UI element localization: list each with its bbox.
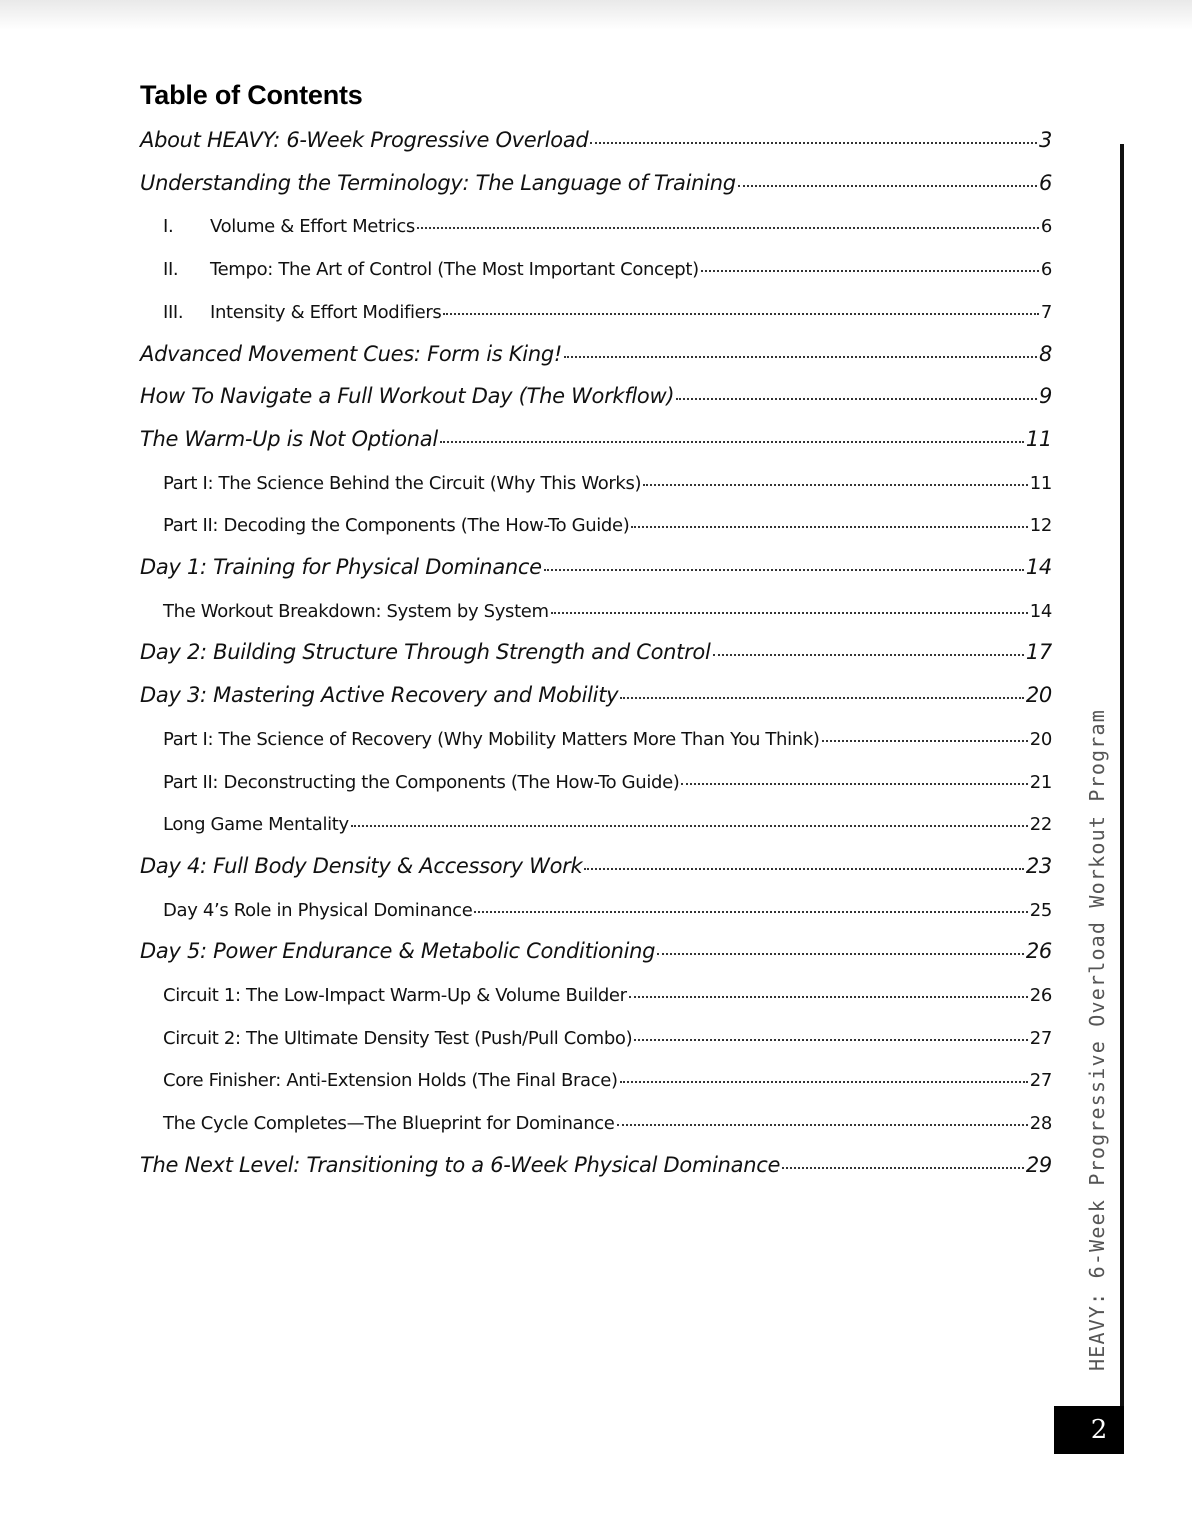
toc-entry-page: 11 [1025, 426, 1052, 451]
toc-entry-title: Day 4: Full Body Density & Accessory Work [140, 853, 583, 878]
toc-entry-subsection[interactable] [163, 216, 1052, 237]
toc-entry-title: The Warm-Up is Not Optional [140, 426, 438, 451]
toc-dot-leader [351, 825, 1028, 827]
toc-entry-title: Day 2: Building Structure Through Strength and Control [140, 640, 711, 665]
toc-entry-title: Day 3: Mastering Active Recovery and Mobility [140, 683, 619, 708]
toc-entry-page: 25 [1029, 899, 1052, 921]
toc-dot-leader [474, 911, 1027, 913]
toc-entry-page: 17 [1025, 640, 1052, 665]
running-title: HEAVY: 6-Week Progressive Overload Workout Program [1085, 708, 1109, 1372]
page-number [1054, 1406, 1124, 1454]
toc-entry-page: 14 [1029, 600, 1052, 622]
toc-dot-leader [617, 1124, 1028, 1126]
toc-dot-leader [681, 783, 1027, 785]
toc-entry-subsection[interactable] [163, 1113, 1052, 1134]
toc-dot-leader [643, 484, 1028, 486]
toc-entry-subsection[interactable] [163, 302, 1052, 323]
toc-dot-leader [738, 185, 1037, 187]
toc-entry-page: 7 [1040, 301, 1052, 323]
toc-dot-leader [634, 1039, 1028, 1041]
toc-entry-section[interactable] [140, 683, 1052, 707]
toc-entry-title: The Workout Breakdown: System by System [163, 600, 549, 622]
toc-entry-title: Day 4’s Role in Physical Dominance [163, 899, 473, 921]
toc-entry-page: 27 [1029, 1027, 1052, 1049]
toc-entry-page: 6 [1040, 216, 1052, 238]
toc-entry-page: 3 [1038, 128, 1052, 152]
toc-entry-section[interactable] [140, 555, 1052, 579]
toc-dot-leader [676, 398, 1037, 400]
toc-entry-page: 21 [1029, 771, 1052, 793]
toc-entry-title: Day 5: Power Endurance & Metabolic Conditioning [140, 939, 656, 964]
toc-entry-page: 28 [1029, 1113, 1052, 1135]
toc-dot-leader [701, 270, 1039, 272]
toc-entry-page: 26 [1025, 939, 1052, 964]
toc-entry-title: Circuit 1: The Low-Impact Warm-Up & Volume Builder [163, 985, 627, 1006]
toc-dot-leader [713, 654, 1024, 656]
toc-entry-title: Circuit 2: The Ultimate Density Test (Push/Pull Combo) [163, 1027, 633, 1049]
toc-entry-section[interactable] [140, 1153, 1052, 1177]
toc-entry-number: II. [163, 259, 179, 281]
toc-entry-title: About HEAVY: 6-Week Progressive Overload [140, 128, 589, 152]
toc-entry-section[interactable] [140, 128, 1052, 152]
toc-dot-leader [822, 740, 1028, 742]
toc-entry-page: 22 [1029, 814, 1052, 836]
toc-dot-leader [584, 868, 1024, 870]
toc-dot-leader [629, 996, 1028, 998]
toc-entry-title: Intensity & Effort Modifiers [210, 301, 442, 323]
toc-dot-leader [620, 1081, 1028, 1083]
toc-entry-page: 26 [1029, 985, 1052, 1006]
toc-entry-title: Day 1: Training for Physical Dominance [140, 555, 542, 579]
toc-entry-page: 23 [1025, 853, 1052, 878]
toc-entry-page: 27 [1029, 1070, 1052, 1092]
toc-entry-title: Part II: Decoding the Components (The How-To Guide) [163, 515, 630, 537]
toc-entry-title: The Cycle Completes—The Blueprint for Dominance [163, 1113, 615, 1135]
toc-entry-section[interactable] [140, 384, 1052, 408]
toc-dot-leader [417, 227, 1039, 229]
toc-entry-title: Volume & Effort Metrics [210, 216, 415, 238]
toc-entry-subsection[interactable] [163, 515, 1052, 536]
toc-dot-leader [564, 356, 1037, 358]
toc-entry-page: 20 [1029, 728, 1052, 750]
toc-entry-number: III. [163, 301, 184, 323]
toc-entry-title: Part I: The Science of Recovery (Why Mobility Matters More Than You Think) [163, 728, 820, 750]
toc-entry-page: 12 [1029, 515, 1052, 537]
toc-entry-subsection[interactable] [163, 772, 1052, 793]
toc-entry-title: Part I: The Science Behind the Circuit (Why This Works) [163, 472, 642, 494]
toc-dot-leader [631, 526, 1027, 528]
toc-entry-number: I. [163, 216, 174, 238]
toc-entry-title: Tempo: The Art of Control (The Most Important Concept) [210, 259, 699, 281]
toc-entry-subsection[interactable] [163, 1070, 1052, 1091]
toc-entry-page: 6 [1040, 259, 1052, 281]
toc-entry-subsection[interactable] [163, 1028, 1052, 1049]
toc-entry-title: Understanding the Terminology: The Language of Training [140, 170, 736, 195]
toc-entry-section[interactable] [140, 640, 1052, 664]
toc-dot-leader [440, 441, 1024, 443]
toc-entry-title: Advanced Movement Cues: Form is King! [140, 341, 562, 366]
toc-entry-section[interactable] [140, 342, 1052, 366]
toc-dot-leader [544, 569, 1024, 571]
toc-dot-leader [657, 953, 1024, 955]
toc-dot-leader [620, 697, 1024, 699]
toc-entry-page: 29 [1025, 1152, 1052, 1177]
toc-entry-section[interactable] [140, 854, 1052, 878]
toc-dot-leader [782, 1167, 1024, 1169]
toc-entry-page: 11 [1029, 472, 1052, 494]
toc-entry-subsection[interactable] [163, 900, 1052, 921]
toc-entry-section[interactable] [140, 171, 1052, 195]
toc-entry-page: 20 [1025, 683, 1052, 708]
toc-entry-subsection[interactable] [163, 473, 1052, 494]
toc-title: Table of Contents [140, 80, 363, 110]
toc-entry-subsection[interactable] [163, 601, 1052, 622]
page-number-value: 2 [1090, 1415, 1108, 1445]
toc-entry-title: The Next Level: Transitioning to a 6-Week Physical Dominance [140, 1152, 781, 1177]
toc-entry-page: 9 [1038, 384, 1052, 409]
toc-entry-page: 6 [1038, 170, 1052, 195]
toc-dot-leader [443, 313, 1038, 315]
toc-entry-section[interactable] [140, 939, 1052, 963]
toc-entry-subsection[interactable] [163, 729, 1052, 750]
toc-dot-leader [551, 612, 1028, 614]
toc-dot-leader [590, 142, 1037, 144]
toc-entry-subsection[interactable] [163, 259, 1052, 280]
toc-entry-subsection[interactable] [163, 814, 1052, 835]
toc-entry-page: 8 [1038, 341, 1052, 366]
toc-entry-page: 14 [1025, 555, 1052, 579]
toc-entry-title: Long Game Mentality [163, 814, 349, 836]
side-rule [1120, 144, 1124, 1409]
toc-entry-subsection[interactable] [163, 985, 1052, 1006]
toc-entry-section[interactable] [140, 427, 1052, 451]
toc-entry-title: Core Finisher: Anti-Extension Holds (The Final Brace) [163, 1070, 618, 1092]
toc-entry-title: Part II: Deconstructing the Components (The How-To Guide) [163, 771, 680, 793]
toc-entry-title: How To Navigate a Full Workout Day (The Workflow) [140, 384, 675, 409]
top-shade [0, 0, 1192, 30]
